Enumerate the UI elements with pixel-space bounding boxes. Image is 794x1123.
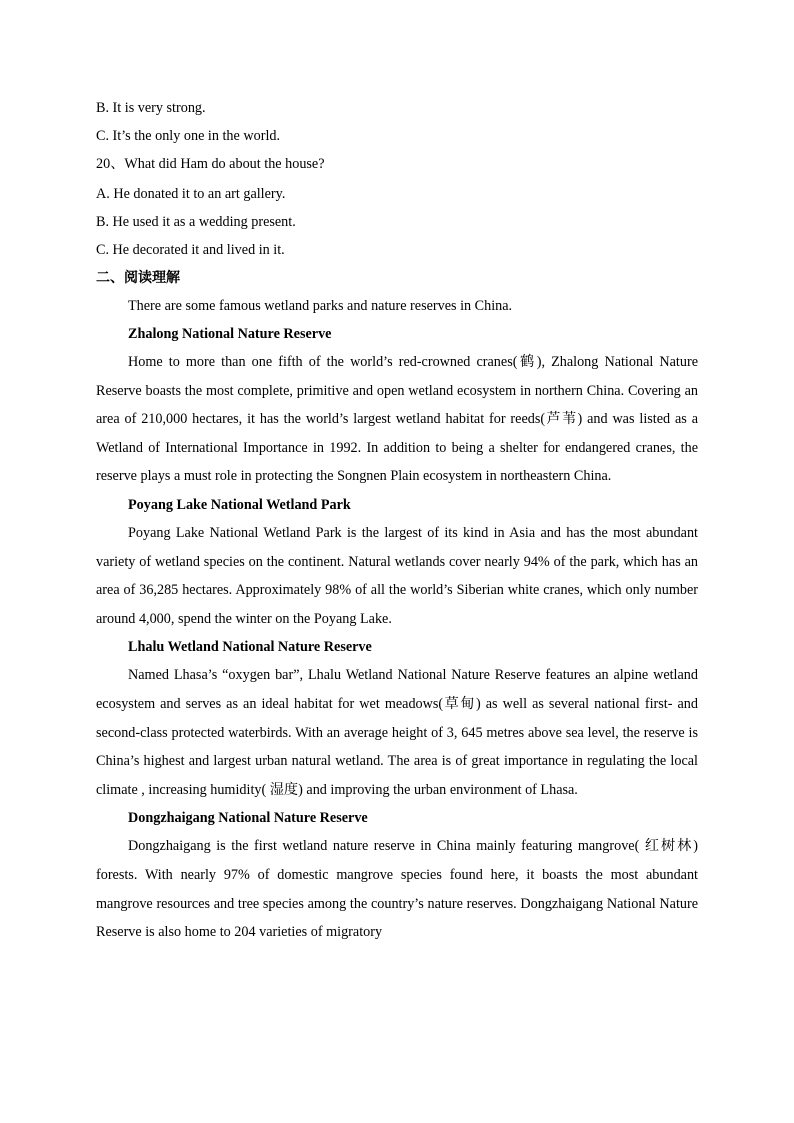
section-intro: There are some famous wetland parks and nature reserves in China.	[128, 298, 513, 314]
reserve-body-dongzhaigang: Dongzhaigang is the first wetland nature reserve in China mainly featuring mangrove( 红树林) forests. With nearly 97% of domestic mangrove species found here, it boasts the most abundant mangrove resources and tree species among the country’s nature reserves. Dongzhaigang National Nature Reserve is also home to 204 varieties of migratory	[96, 838, 698, 941]
reserve-heading-zhalong: Zhalong National Nature Reserve	[128, 326, 332, 342]
reserve-body-lhalu: Named Lhasa’s “oxygen bar”, Lhalu Wetland National Nature Reserve features an alpine wetland ecosystem and serves as an ideal habitat for wet meadows(草甸) as well as several national first- and second-class protected waterbirds. With an average height of 3, 645 metres above sea level, the reserve is China’s highest and largest urban natural wetland. The area is of great importance in regulating the local climate , increasing humidity( 湿度) and improving the urban environment of Lhasa.	[96, 667, 698, 798]
reserve-body-zhalong: Home to more than one fifth of the world’s red-crowned cranes(鹤), Zhalong National Nature Reserve boasts the most complete, primitive and open wetland ecosystem in northern China. Covering an area of 210,000 hectares, it has the world’s largest wetland habitat for reeds(芦苇) and was listed as a Wetland of International Importance in 1992. In addition to being a shelter for endangered cranes, the reserve plays a must role in protecting the Songnen Plain ecosystem in northeastern China.	[96, 354, 698, 485]
reserve-heading-poyang: Poyang Lake National Wetland Park	[128, 496, 351, 513]
option-20-b: B. He used it as a wedding present.	[96, 214, 296, 230]
reserve-heading-dongzhaigang: Dongzhaigang National Nature Reserve	[128, 810, 368, 827]
option-20-a: A. He donated it to an art gallery.	[96, 186, 286, 202]
document-content	[96, 94, 698, 947]
option-19-c: C. It’s the only one in the world.	[96, 128, 281, 144]
section-title-reading: 二、阅读理解	[96, 270, 180, 286]
option-20-c: C. He decorated it and lived in it.	[96, 242, 285, 258]
reserve-heading-lhalu: Lhalu Wetland National Nature Reserve	[128, 639, 372, 656]
question-20-stem: 20、What did Ham do about the house?	[96, 156, 325, 172]
reserve-body-poyang: Poyang Lake National Wetland Park is the largest of its kind in Asia and has the most abundant variety of wetland species on the continent. Natural wetlands cover nearly 94% of the park, which has an area of 36,285 hectares. Approximately 98% of all the world’s Siberian white cranes, which only number around 4,000, spend the winter on the Poyang Lake.	[96, 524, 698, 627]
option-19-b: B. It is very strong.	[96, 100, 206, 116]
